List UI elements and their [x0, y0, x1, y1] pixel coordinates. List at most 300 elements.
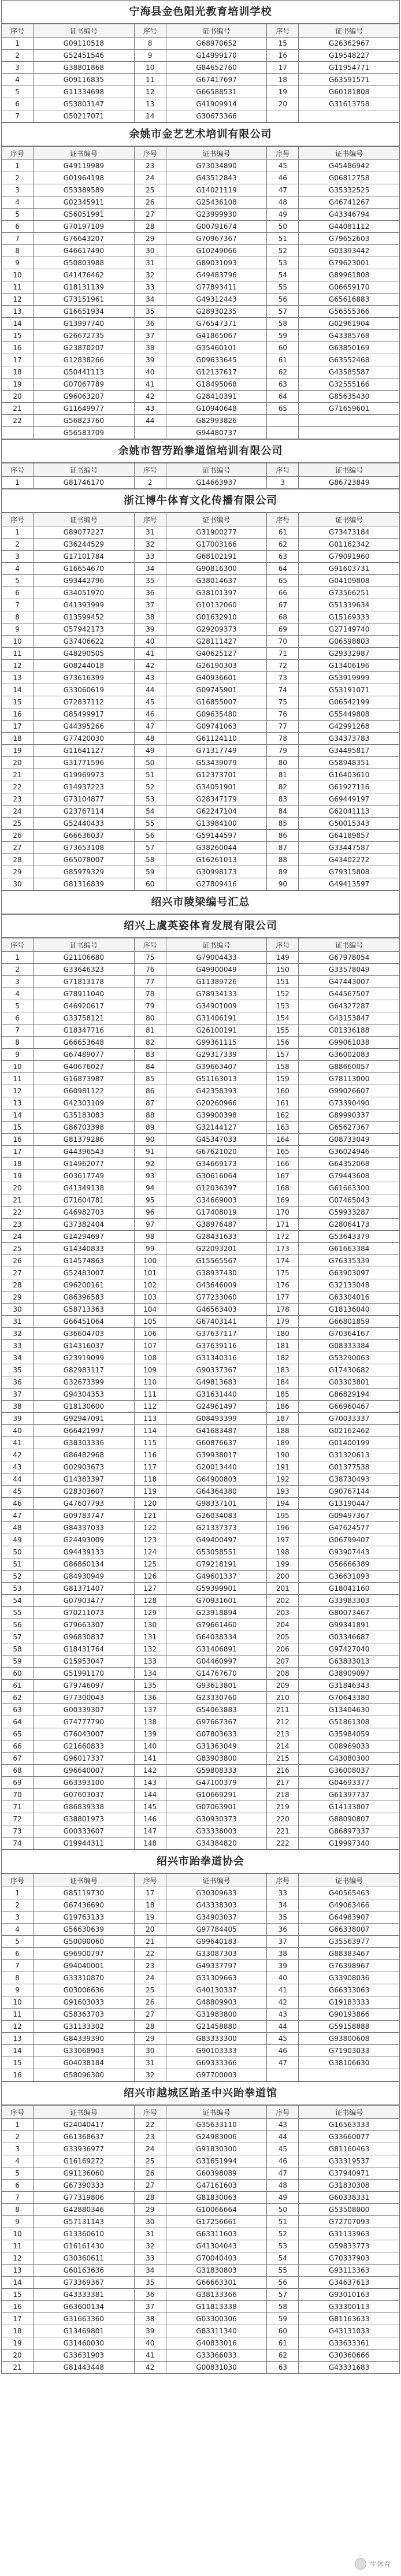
- certificate-cell: G31320613: [299, 1449, 400, 1461]
- table-row: [2, 539, 400, 551]
- serial-cell: 120: [134, 1498, 166, 1510]
- serial-cell: 30: [2, 1304, 34, 1316]
- table-row: [2, 1668, 400, 1680]
- institution-title: 余姚市金艺艺术培训有限公司: [1, 123, 400, 146]
- certificate-cell: G53643379: [299, 1231, 400, 1243]
- table-row: [2, 1170, 400, 1182]
- certificate-cell: G85979329: [34, 866, 135, 878]
- certificate-cell: G64038334: [166, 1631, 267, 1643]
- certificate-cell: G30360611: [34, 2252, 135, 2265]
- certificate-cell: G13469801: [34, 2325, 135, 2337]
- certificate-cell: G49900049: [166, 964, 267, 976]
- table-row: [2, 1207, 400, 1219]
- table-row: [2, 1425, 400, 1437]
- certificate-cell: G41349138: [34, 1182, 135, 1194]
- certificate-cell: G55449808: [299, 708, 400, 721]
- certificate-cell: G09783747: [34, 1510, 135, 1522]
- certificate-cell: G86396583: [34, 1291, 135, 1304]
- serial-cell: 5: [2, 575, 34, 587]
- header-serial: 序号: [134, 147, 166, 160]
- serial-cell: 115: [134, 1437, 166, 1449]
- serial-cell: 36: [2, 1376, 34, 1389]
- certificate-cell: G96200161: [34, 1279, 135, 1291]
- certificate-cell: G60181808: [299, 86, 400, 98]
- serial-cell: 28: [2, 854, 34, 866]
- serial-cell: 28: [134, 2021, 166, 2033]
- serial-cell: 71: [2, 1801, 34, 1813]
- table-row: [2, 781, 400, 793]
- certificate-cell: G60338331: [299, 2192, 400, 2204]
- table-row: [2, 1838, 400, 1850]
- certificate-cell: G83333300: [166, 2033, 267, 2045]
- certificate-cell: G47624577: [299, 1522, 400, 1534]
- serial-cell: 1: [2, 2119, 34, 2131]
- serial-cell: 13: [2, 1097, 34, 1109]
- table-row: [2, 2033, 400, 2045]
- serial-cell: 42: [134, 660, 166, 672]
- header-serial: 序号: [2, 24, 34, 38]
- certificate-cell: G89990337: [299, 1109, 400, 1122]
- table-row: [2, 318, 400, 330]
- certificate-cell: G01400199: [299, 1437, 400, 1449]
- certificate-cell: G81371407: [34, 1583, 135, 1595]
- header-certificate-no: 证书编号: [166, 24, 267, 38]
- serial-cell: 132: [134, 1643, 166, 1656]
- certificate-cell: G79652603: [299, 233, 400, 245]
- certificate-cell: G68970652: [166, 38, 267, 50]
- certificate-cell: G79661460: [166, 1619, 267, 1631]
- certificate-cell: G33338003: [166, 1825, 267, 1838]
- serial-cell: 37: [134, 599, 166, 611]
- serial-cell: 127: [134, 1583, 166, 1595]
- certificate-table: [1, 146, 400, 439]
- serial-cell: 62: [267, 2349, 299, 2362]
- certificate-cell: G16873987: [34, 1073, 135, 1085]
- table-row: [2, 1182, 400, 1194]
- certificate-cell: G03006636: [34, 1984, 135, 1996]
- serial-cell: 30: [134, 245, 166, 257]
- serial-cell: 25: [134, 1984, 166, 1996]
- certificate-cell: G79315808: [299, 866, 400, 878]
- serial-cell: 186: [267, 1401, 299, 1413]
- serial-cell: 42: [2, 1449, 34, 1461]
- serial-cell: 164: [267, 1134, 299, 1146]
- serial-cell: 124: [134, 1546, 166, 1558]
- certificate-cell: G26190303: [166, 660, 267, 672]
- certificate-cell: G65078007: [34, 854, 135, 866]
- certificate-cell: G13190447: [299, 1498, 400, 1510]
- serial-cell: 59: [2, 1656, 34, 1668]
- certificate-cell: G90337367: [166, 1364, 267, 1376]
- header-serial: 序号: [2, 463, 34, 477]
- serial-cell: 90: [267, 878, 299, 890]
- serial-cell: 19: [2, 745, 34, 757]
- table-row: [2, 2349, 400, 2362]
- serial-cell: 41: [134, 648, 166, 660]
- serial-cell: 63: [267, 2362, 299, 2374]
- serial-cell: 67: [267, 599, 299, 611]
- serial-cell: 97: [134, 1219, 166, 1231]
- certificate-cell: G57942173: [34, 623, 135, 636]
- certificate-cell: G17003166: [166, 539, 267, 551]
- certificate-cell: G93442796: [34, 575, 135, 587]
- serial-cell: 41: [134, 2349, 166, 2362]
- header-serial: 序号: [267, 513, 299, 526]
- certificate-table: [1, 463, 400, 489]
- certificate-cell: G30673366: [166, 110, 267, 123]
- table-row: [2, 2277, 400, 2289]
- certificate-cell: G63591571: [299, 74, 400, 86]
- certificate-cell: G91603033: [34, 1996, 135, 2009]
- serial-cell: 62: [2, 1692, 34, 1704]
- table-row: [2, 1510, 400, 1522]
- certificate-cell: G36244529: [34, 539, 135, 551]
- table-row: [2, 1534, 400, 1546]
- serial-cell: 70: [2, 1789, 34, 1801]
- certificate-cell: G14937223: [34, 781, 135, 793]
- table-header-row: [2, 938, 400, 952]
- certificate-cell: G53803147: [34, 98, 135, 110]
- serial-cell: 51: [2, 1558, 34, 1571]
- certificate-cell: G14340833: [34, 1243, 135, 1255]
- certificate-cell: G66588531: [166, 86, 267, 98]
- certificate-cell: G33578049: [299, 964, 400, 976]
- certificate-cell: G33646323: [34, 964, 135, 976]
- serial-cell: 216: [267, 1765, 299, 1777]
- table-row: [2, 1887, 400, 1899]
- table-row: [2, 636, 400, 648]
- serial-cell: 7: [2, 1025, 34, 1037]
- table-row: [2, 38, 400, 50]
- table-row: [2, 1498, 400, 1510]
- serial-cell: 50: [267, 2204, 299, 2216]
- serial-cell: 52: [267, 2228, 299, 2240]
- serial-cell: 17: [267, 62, 299, 74]
- certificate-cell: G28347179: [166, 793, 267, 806]
- certificate-cell: G73390490: [299, 1097, 400, 1109]
- certificate-cell: G88090807: [299, 1813, 400, 1825]
- table-row: [2, 1073, 400, 1085]
- serial-cell: 2: [2, 2131, 34, 2143]
- certificate-cell: G61663300: [299, 1182, 400, 1194]
- certificate-cell: G32555166: [299, 378, 400, 391]
- serial-cell: 209: [267, 1680, 299, 1692]
- serial-cell: 5: [2, 209, 34, 221]
- certificate-cell: G38909097: [299, 1668, 400, 1680]
- serial-cell: 28: [134, 221, 166, 233]
- certificate-cell: G63393100: [34, 1777, 135, 1789]
- table-row: [2, 2240, 400, 2252]
- table-row: [2, 1461, 400, 1473]
- certificate-cell: G65616883: [299, 294, 400, 306]
- table-row: [2, 233, 400, 245]
- certificate-cell: G34495817: [299, 745, 400, 757]
- certificate-cell: G57131143: [34, 2216, 135, 2228]
- serial-cell: 17: [2, 721, 34, 733]
- serial-cell: 57: [134, 842, 166, 854]
- table-row: [2, 172, 400, 184]
- certificate-cell: G06542199: [299, 696, 400, 708]
- serial-cell: 93: [134, 1170, 166, 1182]
- certificate-cell: G63903097: [299, 1267, 400, 1279]
- serial-cell: 103: [134, 1291, 166, 1304]
- serial-cell: 49: [267, 209, 299, 221]
- table-row: [2, 1583, 400, 1595]
- serial-cell: 12: [2, 294, 34, 306]
- certificate-cell: G85499917: [34, 708, 135, 721]
- serial-cell: 167: [267, 1170, 299, 1182]
- certificate-cell: G26362967: [299, 38, 400, 50]
- serial-cell: 47: [267, 2057, 299, 2069]
- table-row: [2, 184, 400, 196]
- table-row: [2, 733, 400, 745]
- certificate-cell: G67403141: [166, 1316, 267, 1328]
- serial-cell: 18: [2, 2325, 34, 2337]
- serial-cell: 64: [267, 391, 299, 403]
- certificate-cell: G89077227: [34, 526, 135, 539]
- serial-cell: 78: [267, 733, 299, 745]
- table-row: [2, 818, 400, 830]
- serial-cell: 15: [2, 1122, 34, 1134]
- certificate-cell: G43585587: [299, 366, 400, 378]
- header-certificate-no: 证书编号: [34, 2106, 135, 2119]
- certificate-cell: G71604781: [34, 1194, 135, 1207]
- certificate-cell: G67436690: [34, 1899, 135, 1911]
- serial-cell: 65: [267, 575, 299, 587]
- certificate-cell: G18495068: [166, 378, 267, 391]
- serial-cell: 72: [267, 660, 299, 672]
- serial-cell: 55: [267, 281, 299, 294]
- certificate-cell: G23919099: [34, 1352, 135, 1364]
- certificate-cell: G60398089: [166, 2167, 267, 2180]
- certificate-cell: G16654670: [34, 563, 135, 575]
- header-certificate-no: 证书编号: [299, 513, 400, 526]
- serial-cell: 76: [267, 708, 299, 721]
- table-row: [2, 391, 400, 403]
- serial-cell: 1: [2, 160, 34, 172]
- table-row: [2, 1352, 400, 1364]
- serial-cell: 145: [134, 1801, 166, 1813]
- table-row: [2, 1595, 400, 1607]
- serial-cell: 17: [2, 1146, 34, 1158]
- serial-cell: 2: [134, 477, 166, 489]
- serial-cell: 94: [134, 1182, 166, 1194]
- serial-cell: 43: [2, 1461, 34, 1473]
- certificate-cell: G73566251: [299, 587, 400, 599]
- institution-section: [1, 439, 400, 489]
- certificate-cell: G07803633: [166, 1728, 267, 1740]
- serial-cell: 38: [134, 342, 166, 354]
- certificate-cell: G33908036: [299, 1972, 400, 1984]
- serial-cell: 22: [2, 415, 34, 427]
- certificate-cell: G01964198: [34, 172, 135, 184]
- serial-cell: 61: [2, 1680, 34, 1692]
- serial-cell: 43: [267, 2119, 299, 2131]
- certificate-cell: G40936601: [166, 672, 267, 684]
- serial-cell: 21: [134, 1936, 166, 1948]
- certificate-cell: G19944311: [34, 1838, 135, 1850]
- serial-cell: 74: [267, 684, 299, 696]
- table-row: [2, 1522, 400, 1534]
- certificate-cell: G49063466: [299, 1899, 400, 1911]
- table-row: [2, 806, 400, 818]
- certificate-cell: G99061038: [299, 1037, 400, 1049]
- serial-cell: 41: [2, 1437, 34, 1449]
- certificate-cell: G24040417: [34, 2119, 135, 2131]
- serial-cell: 16: [2, 2301, 34, 2313]
- certificate-cell: G13404630: [299, 1704, 400, 1716]
- table-row: [2, 1122, 400, 1134]
- certificate-cell: G09633645: [166, 354, 267, 366]
- serial-cell: 220: [267, 1813, 299, 1825]
- serial-cell: 126: [134, 1571, 166, 1583]
- institution-section: [1, 0, 400, 123]
- serial-cell: 34: [134, 294, 166, 306]
- certificate-cell: G40833016: [166, 2337, 267, 2349]
- serial-cell: 43: [134, 403, 166, 415]
- serial-cell: 14: [2, 318, 34, 330]
- table-row: [2, 2301, 400, 2313]
- table-row: [2, 1267, 400, 1279]
- serial-cell: 76: [134, 964, 166, 976]
- header-serial: 序号: [134, 513, 166, 526]
- serial-cell: [267, 110, 299, 123]
- serial-cell: 11: [2, 2009, 34, 2021]
- serial-cell: 32: [134, 2069, 166, 2081]
- serial-cell: 141: [134, 1753, 166, 1765]
- serial-cell: 3: [2, 184, 34, 196]
- table-row: [2, 1012, 400, 1025]
- certificate-cell: G63304016: [299, 1291, 400, 1304]
- table-row: [2, 1643, 400, 1656]
- certificate-cell: G33447587: [299, 842, 400, 854]
- certificate-cell: G66451064: [34, 1316, 135, 1328]
- serial-cell: 176: [267, 1279, 299, 1291]
- serial-cell: 28: [2, 1279, 34, 1291]
- table-row: [2, 2180, 400, 2192]
- serial-cell: 159: [267, 1073, 299, 1085]
- certificate-cell: G68102191: [166, 551, 267, 563]
- certificate-cell: G23870207: [34, 342, 135, 354]
- table-row: [2, 2313, 400, 2325]
- serial-cell: 72: [2, 1813, 34, 1825]
- serial-cell: 1: [2, 526, 34, 539]
- certificate-cell: G97667367: [166, 1716, 267, 1728]
- serial-cell: 25: [134, 2155, 166, 2167]
- serial-cell: 17: [134, 1887, 166, 1899]
- certificate-cell: G08493399: [166, 1413, 267, 1425]
- serial-cell: 156: [267, 1037, 299, 1049]
- serial-cell: 40: [134, 366, 166, 378]
- certificate-cell: G20260966: [166, 1097, 267, 1109]
- serial-cell: 74: [2, 1838, 34, 1850]
- serial-cell: [267, 427, 299, 439]
- serial-cell: 6: [2, 1012, 34, 1025]
- certificate-cell: G33366033: [166, 2349, 267, 2362]
- certificate-cell: G46617490: [34, 245, 135, 257]
- table-row: [2, 306, 400, 318]
- table-row: [2, 209, 400, 221]
- serial-cell: 66: [267, 587, 299, 599]
- serial-cell: 24: [2, 806, 34, 818]
- serial-cell: 194: [267, 1498, 299, 1510]
- certificate-cell: G81160463: [299, 2143, 400, 2155]
- serial-cell: 8: [134, 38, 166, 50]
- serial-cell: 133: [134, 1656, 166, 1668]
- serial-cell: 24: [134, 2143, 166, 2155]
- serial-cell: 55: [134, 818, 166, 830]
- certificate-cell: [299, 427, 400, 439]
- certificate-cell: G77319806: [34, 2192, 135, 2204]
- table-row: [2, 611, 400, 623]
- serial-cell: 78: [134, 988, 166, 1000]
- certificate-cell: G44567507: [299, 988, 400, 1000]
- serial-cell: 35: [267, 1911, 299, 1924]
- serial-cell: 13: [134, 98, 166, 110]
- serial-cell: 210: [267, 1692, 299, 1704]
- header-certificate-no: 证书编号: [34, 463, 135, 477]
- table-row: [2, 2119, 400, 2131]
- certificate-cell: G31363049: [166, 1740, 267, 1753]
- certificate-cell: G59808333: [166, 1765, 267, 1777]
- serial-cell: 55: [267, 2265, 299, 2277]
- serial-cell: 215: [267, 1753, 299, 1765]
- certificate-cell: G23767114: [34, 806, 135, 818]
- serial-cell: 40: [267, 1972, 299, 1984]
- serial-cell: 31: [134, 2057, 166, 2069]
- table-row: [2, 1631, 400, 1643]
- serial-cell: 3: [2, 62, 34, 74]
- serial-cell: 42: [134, 391, 166, 403]
- serial-cell: 54: [267, 269, 299, 281]
- certificate-cell: G37639116: [166, 1340, 267, 1352]
- certificate-cell: G93113363: [299, 2265, 400, 2277]
- certificate-cell: G41476462: [34, 269, 135, 281]
- header-certificate-no: 证书编号: [166, 513, 267, 526]
- institution-section: [1, 123, 400, 439]
- serial-cell: 207: [267, 1656, 299, 1668]
- header-serial: 序号: [267, 938, 299, 952]
- certificate-cell: G79746097: [34, 1680, 135, 1692]
- serial-cell: 55: [2, 1607, 34, 1619]
- serial-cell: 88: [267, 854, 299, 866]
- certificate-cell: G40130337: [166, 1984, 267, 1996]
- serial-cell: 49: [134, 745, 166, 757]
- certificate-cell: G66333063: [299, 1984, 400, 1996]
- certificate-cell: G09497367: [299, 1510, 400, 1522]
- serial-cell: 86: [134, 1085, 166, 1097]
- certificate-cell: G79004433: [166, 952, 267, 964]
- certificate-cell: G33068903: [34, 2045, 135, 2057]
- serial-cell: 20: [134, 1924, 166, 1936]
- serial-cell: 47: [2, 1510, 34, 1522]
- certificate-cell: G49413597: [299, 878, 400, 890]
- certificate-cell: G22093201: [166, 1243, 267, 1255]
- certificate-cell: G56666389: [299, 1558, 400, 1571]
- certificate-cell: G56823760: [34, 415, 135, 427]
- serial-cell: 27: [134, 2009, 166, 2021]
- serial-cell: 162: [267, 1109, 299, 1122]
- serial-cell: 175: [267, 1267, 299, 1279]
- certificate-cell: G14021119: [166, 184, 267, 196]
- certificate-cell: G49601337: [166, 1571, 267, 1583]
- table-row: [2, 1134, 400, 1146]
- certificate-cell: G14574863: [34, 1255, 135, 1267]
- serial-cell: 14: [2, 2277, 34, 2289]
- serial-cell: [267, 2069, 299, 2081]
- certificate-cell: G43646009: [166, 1279, 267, 1291]
- table-row: [2, 415, 400, 427]
